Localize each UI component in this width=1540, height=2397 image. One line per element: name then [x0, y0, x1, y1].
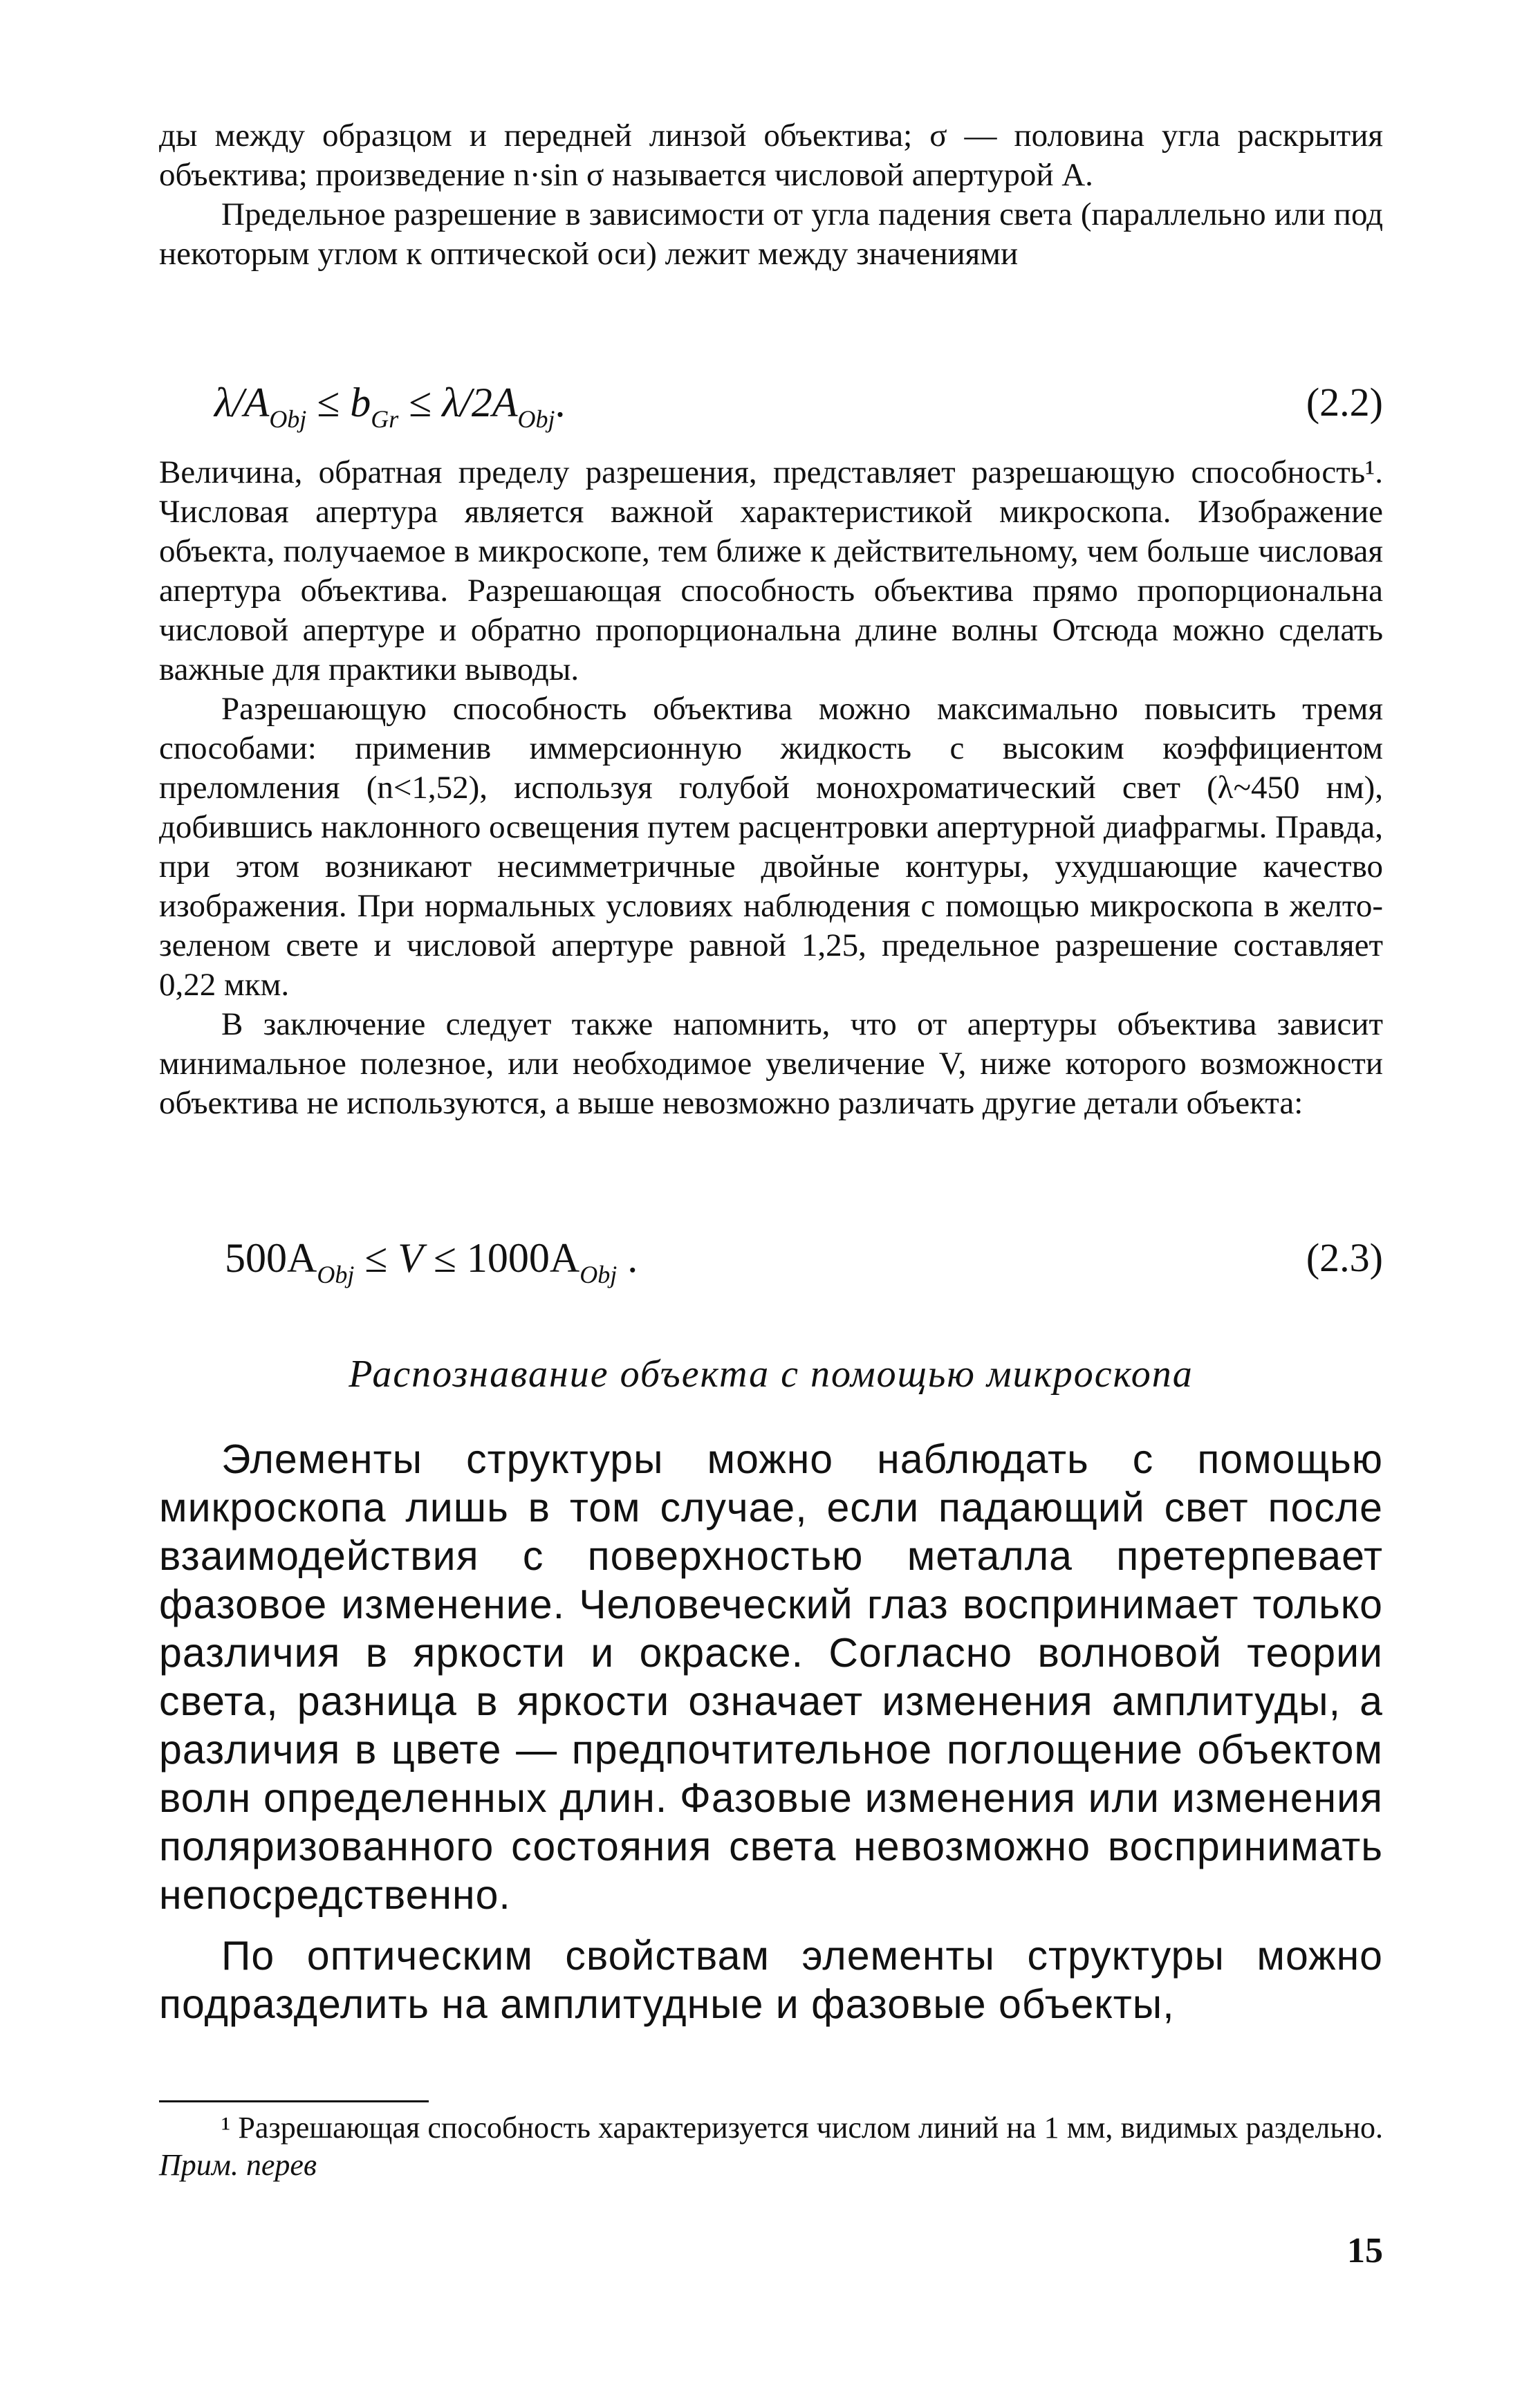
- equation-2-3: [159, 1234, 1383, 1290]
- paragraph-6: Элементы структуры можно наблюдать с помощью микроскопа лишь в том случае, если падающий свет после взаимодействия с поверхностью металла претерпевает фазовое изменение. Человеческий глаз воспринимает только различия в яркости и окраске. Согласно волновой теории света, разница в яркости означает изменения амплитуды, а различия в цвете — предпочтительное поглощение объектом волн определенных длин. Фазовые изменения или изменения поляризованного состояния света невозможно воспринимать непосредственно.: [159, 1436, 1383, 1918]
- section-heading: Распознавание объекта с помощью микроскопа: [349, 1353, 1194, 1396]
- paragraph-4: Разрешающую способность объектива можно максимально повысить тремя способами: применив иммерсионную жидкость с высоким коэффициентом преломления (n<1,52), используя голубой монохроматический свет (λ~450 нм), добившись наклонного освещения путем расцентровки апертурной диафрагмы. Правда, при этом возникают несимметричные двойные контуры, ухудшающие качество изображения. При нормальных условиях наблюдения с помощью микроскопа в желто-зеленом свете и числовой апертуре равной 1,25, предельное разрешение составляет 0,22 мкм.: [159, 691, 1383, 1003]
- equation-2-2-number: (2.2): [1306, 380, 1383, 425]
- text-block-top: [159, 116, 1383, 274]
- paragraph-7: По оптическим свойствам элементы структуры можно подразделить на амплитудные и фазовые объекты,: [159, 1933, 1383, 2027]
- paragraph-2: Предельное разрешение в зависимости от угла падения света (параллельно или под некоторым углом к оптической оси) лежит между значениями: [159, 196, 1383, 272]
- equation-2-2: [159, 379, 1383, 434]
- text-block-bottom: [159, 1435, 1383, 2028]
- paragraph-1: ды между образцом и передней линзой объектива; σ — половина угла раскрытия объектива; произведение n·sin σ называется числовой апертурой A.: [159, 118, 1383, 193]
- paragraph-5: В заключение следует также напомнить, что от апертуры объектива зависит минимальное полезное, или необходимое увеличение V, ниже которого возможности объектива не используются, а выше невозможно различать другие детали объекта:: [159, 1006, 1383, 1121]
- footnote-divider: [159, 2100, 429, 2102]
- text-block-middle: [159, 453, 1383, 1123]
- paragraph-3: Величина, обратная пределу разрешения, представляет разрешающую способность¹. Числовая апертура является важной характеристикой микроскопа. Изображение объекта, получаемое в микроскопе, тем ближе к действительному, чем больше числовая апертура объектива. Разрешающая способность объектива прямо пропорциональна числовой апертуре и обратно пропорциональна длине волны Отсюда можно сделать важные для практики выводы.: [159, 454, 1383, 687]
- equation-2-3-number: (2.3): [1306, 1235, 1383, 1280]
- equation-2-2-expression: $\lambda/A_{Obj} \le b_{Gr} \le \lambda/2A_{Obj}$.: [214, 380, 566, 433]
- footnote: [159, 2109, 1383, 2184]
- equation-2-3-expression: $500A_{Obj} \le V \le 1000A_{Obj}$ .: [225, 1235, 638, 1288]
- footnote-marker: ¹: [221, 2111, 231, 2145]
- footnote-text: Разрешающая способность характеризуется числом линий на 1 мм, видимых раздельно.: [230, 2111, 1383, 2145]
- page-number: 15: [1347, 2231, 1383, 2270]
- footnote-note: Прим. перев: [159, 2148, 317, 2182]
